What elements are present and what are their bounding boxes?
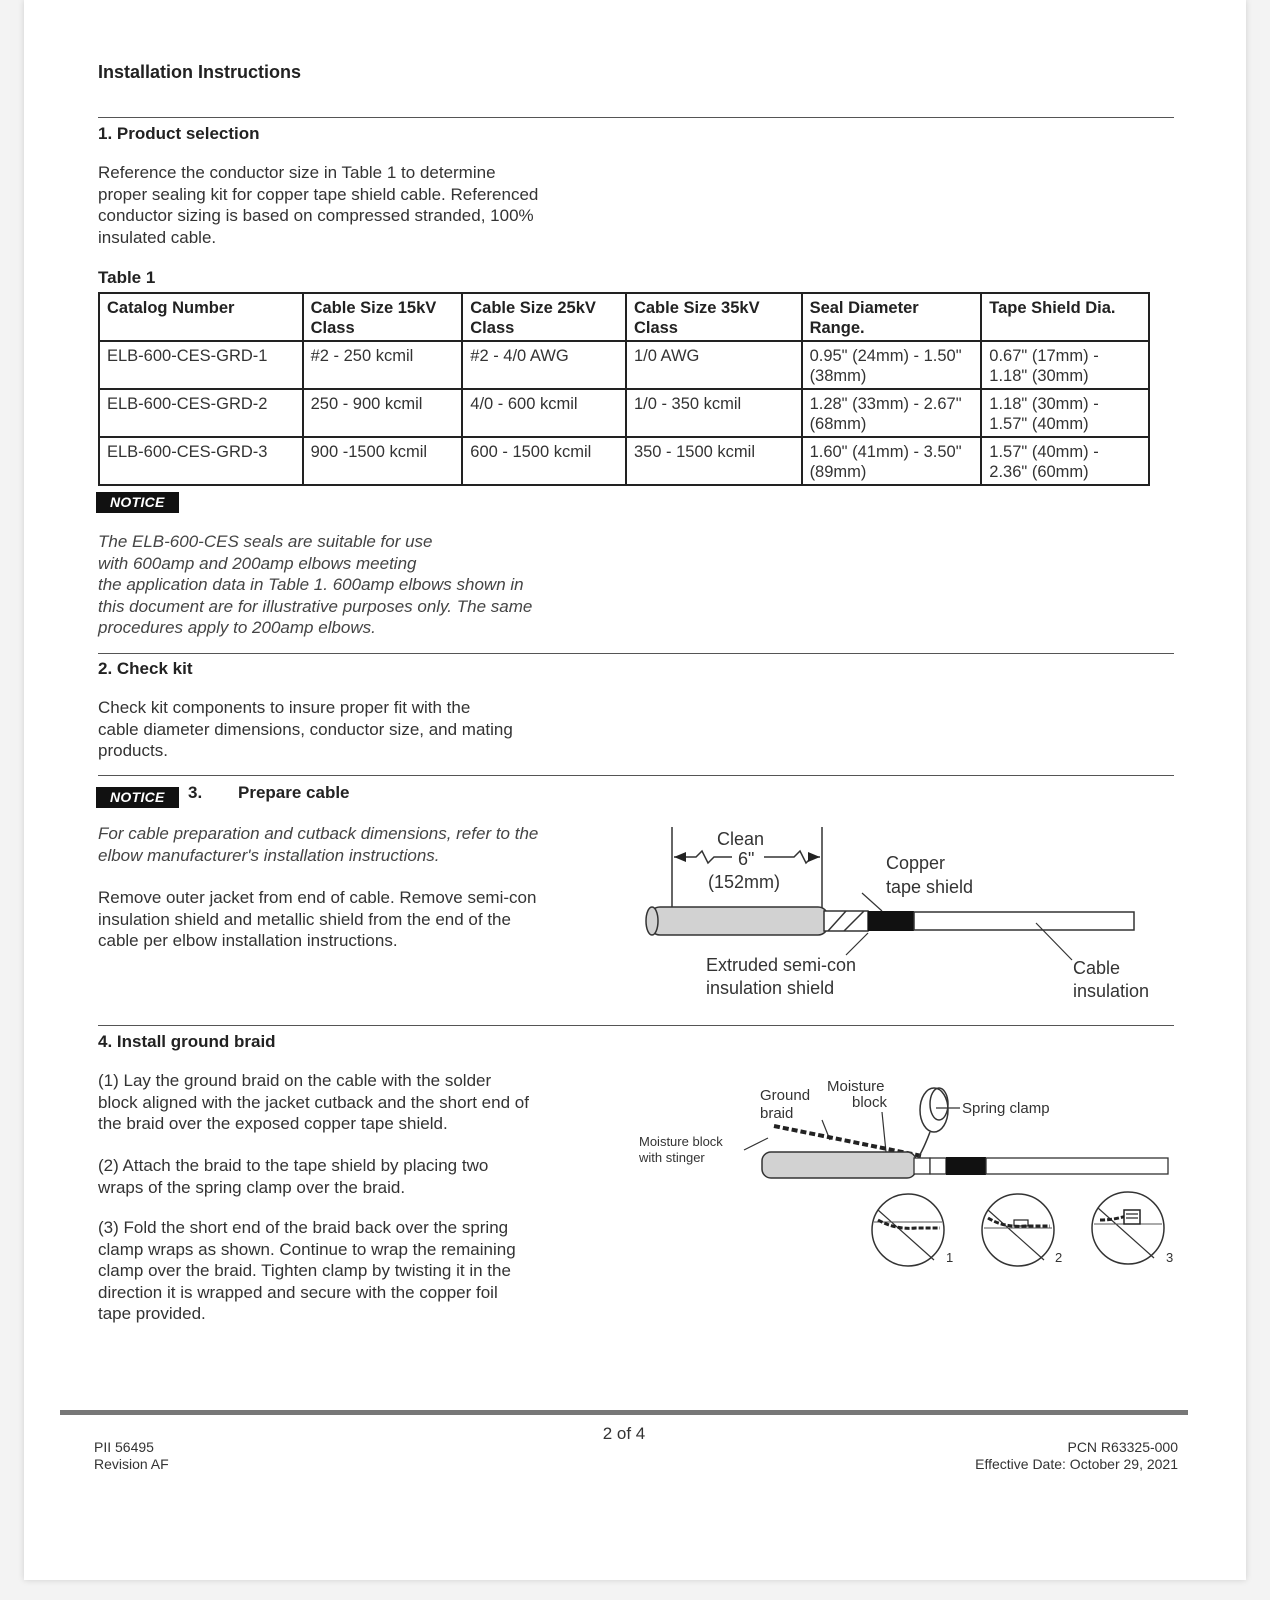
cable-jacket: [650, 907, 828, 935]
column-header: Cable Size 15kV Class: [303, 293, 463, 341]
tape-wrap: [930, 1158, 946, 1174]
text-line: Reference the conductor size in Table 1 to determine: [98, 163, 496, 182]
detail-circle-2: [982, 1194, 1062, 1266]
stinger-label-line2: with stinger: [639, 1150, 705, 1165]
table-cell: 1.57" (40mm) - 2.36" (60mm): [981, 437, 1149, 485]
text-line: proper sealing kit for copper tape shield cable. Referenced: [98, 184, 539, 204]
section-3-paragraph: [98, 887, 628, 952]
section-1-heading: 1. Product selection: [98, 124, 260, 143]
divider: [98, 775, 1174, 776]
table-row: [99, 389, 1149, 437]
table-cell: 1/0 AWG: [626, 341, 802, 389]
step-3-text: [98, 1217, 628, 1325]
text-line: Check kit components to insure proper fit with the: [98, 698, 471, 717]
copper-label-line2: tape shield: [886, 877, 974, 897]
spring-clamp-coil: [930, 1088, 948, 1120]
detail-circle: [982, 1194, 1054, 1266]
detail-number: 3: [1166, 1250, 1174, 1265]
table-cell: 0.67" (17mm) - 1.18" (30mm): [981, 341, 1149, 389]
document-number: PII 56495: [94, 1439, 154, 1455]
leader-line: [862, 893, 882, 911]
column-header: Seal Diameter Range.: [802, 293, 982, 341]
text-line: clamp over the braid. Tighten clamp by twisting it in the: [98, 1261, 511, 1280]
column-header: Catalog Number: [99, 293, 303, 341]
table-1: [98, 292, 1150, 486]
spring-clamp-wire: [918, 1132, 930, 1158]
table-caption: Table 1: [98, 268, 156, 287]
moisture-block-label-line2: block: [852, 1094, 888, 1111]
effective-date: Effective Date: October 29, 2021: [975, 1456, 1178, 1472]
cable-end: [646, 907, 658, 935]
copper-tape-shield: [868, 911, 914, 931]
column-header: Tape Shield Dia.: [981, 293, 1149, 341]
table-cell: ELB-600-CES-GRD-2: [99, 389, 303, 437]
leader-line: [744, 1138, 768, 1150]
detail-clamp: [1124, 1210, 1140, 1224]
extruded-label-line2: insulation shield: [706, 978, 835, 998]
detail-circle-3: [1092, 1192, 1173, 1265]
page-number: 2 of 4: [602, 1424, 646, 1443]
table-row: [99, 437, 1149, 485]
leader-line: [846, 933, 868, 955]
detail-circle: [1092, 1192, 1164, 1264]
text-line: products.: [98, 741, 168, 760]
text-line: tape provided.: [98, 1304, 206, 1323]
document-page: [24, 0, 1246, 1580]
ground-braid-label-line2: braid: [760, 1105, 794, 1122]
column-header: Cable Size 25kV Class: [462, 293, 626, 341]
notice-text: [98, 531, 658, 639]
table-cell: 1/0 - 350 kcmil: [626, 389, 802, 437]
cable-preparation-diagram: [624, 815, 1184, 1010]
ground-braid-diagram: [634, 1070, 1194, 1280]
arrow-right-icon: [808, 852, 820, 862]
text-line: procedures apply to 200amp elbows.: [98, 618, 376, 637]
text-line: block aligned with the jacket cutback and the short end of: [98, 1092, 529, 1112]
table-cell: ELB-600-CES-GRD-1: [99, 341, 303, 389]
cable-insulation-label-line2: insulation: [1073, 981, 1150, 1001]
text-line: this document are for illustrative purposes only. The same: [98, 596, 533, 616]
divider: [98, 653, 1174, 654]
text-line: For cable preparation and cutback dimensions, refer to the: [98, 824, 539, 843]
cable-insulation-label-line1: Cable: [1073, 958, 1121, 978]
table-cell: #2 - 4/0 AWG: [462, 341, 626, 389]
text-line: the application data in Table 1. 600amp elbows shown in: [98, 575, 524, 594]
text-line: insulated cable.: [98, 227, 217, 247]
footer-right: [975, 1439, 1178, 1473]
table-cell: 0.95" (24mm) - 1.50" (38mm): [802, 341, 982, 389]
text-line: (1) Lay the ground braid on the cable with the solder: [98, 1071, 492, 1090]
detail-number: 1: [946, 1250, 954, 1265]
table-cell: 250 - 900 kcmil: [303, 389, 463, 437]
ground-braid-label-line1: Ground: [760, 1087, 811, 1104]
divider: [98, 1025, 1174, 1026]
pcn-number: PCN R63325-000: [1067, 1439, 1178, 1455]
moisture-block: [914, 1158, 930, 1174]
text-line: cable per elbow installation instructions.: [98, 931, 398, 950]
clean-label: Clean: [717, 829, 765, 849]
table-header-row: [99, 293, 1149, 341]
table-cell: #2 - 250 kcmil: [303, 341, 463, 389]
copper-label-line1: Copper: [886, 853, 946, 873]
text-line: (2) Attach the braid to the tape shield by placing two: [98, 1156, 489, 1175]
cable-jacket: [762, 1152, 916, 1178]
table-cell: 900 -1500 kcmil: [303, 437, 463, 485]
text-line: Remove outer jacket from end of cable. Remove semi-con: [98, 888, 537, 907]
table-cell: 600 - 1500 kcmil: [462, 437, 626, 485]
notice-badge: NOTICE: [96, 787, 179, 808]
text-line: (3) Fold the short end of the braid back over the spring: [98, 1218, 509, 1237]
page-title: Installation Instructions: [98, 62, 302, 82]
cable-insulation: [986, 1158, 1168, 1174]
text-line: with 600amp and 200amp elbows meeting: [98, 553, 417, 573]
text-line: conductor sizing is based on compressed stranded, 100%: [98, 206, 534, 225]
text-line: cable diameter dimensions, conductor size, and mating: [98, 719, 513, 739]
extruded-label-line1: Extruded semi-con: [706, 955, 857, 975]
table-cell: 350 - 1500 kcmil: [626, 437, 802, 485]
text-line: wraps of the spring clamp over the braid.: [98, 1177, 406, 1197]
text-line: the braid over the exposed copper tape shield.: [98, 1114, 448, 1133]
notice-badge: NOTICE: [96, 492, 179, 513]
section-2-paragraph: [98, 697, 628, 762]
text-line: insulation shield and metallic shield from the end of the: [98, 909, 511, 929]
table-cell: 1.60" (41mm) - 3.50" (89mm): [802, 437, 982, 485]
text-line: clamp wraps as shown. Continue to wrap the remaining: [98, 1239, 516, 1259]
cable-insulation: [914, 912, 1134, 930]
footer-rule: [60, 1410, 1188, 1415]
detail-circle-1: [872, 1194, 953, 1266]
step-2-text: [98, 1155, 628, 1198]
table-cell: 1.28" (33mm) - 2.67" (68mm): [802, 389, 982, 437]
section-4-heading: 4. Install ground braid: [98, 1032, 276, 1051]
footer-left: [94, 1439, 169, 1473]
divider: [98, 117, 1174, 118]
table-cell: 4/0 - 600 kcmil: [462, 389, 626, 437]
section-3-heading: Prepare cable: [238, 783, 350, 802]
detail-number: 2: [1055, 1250, 1063, 1265]
text-line: The ELB-600-CES seals are suitable for use: [98, 532, 433, 551]
spring-clamp-label: Spring clamp: [962, 1100, 1050, 1117]
dimension-inches: 6": [738, 849, 755, 869]
column-header: Cable Size 35kV Class: [626, 293, 802, 341]
dimension-mm: (152mm): [708, 872, 781, 892]
moisture-block-label-line1: Moisture: [827, 1078, 885, 1095]
section-2-heading: 2. Check kit: [98, 659, 193, 678]
step-1-text: [98, 1070, 628, 1135]
arrow-left-icon: [674, 852, 686, 862]
text-line: direction it is wrapped and secure with the copper foil: [98, 1282, 498, 1302]
revision: Revision AF: [94, 1456, 169, 1472]
stinger-label-line1: Moisture block: [639, 1134, 723, 1149]
table-cell: 1.18" (30mm) - 1.57" (40mm): [981, 389, 1149, 437]
spring-clamp: [920, 1088, 948, 1132]
copper-tape-shield: [946, 1157, 986, 1175]
text-line: elbow manufacturer's installation instructions.: [98, 845, 440, 865]
section-3-number: 3.: [188, 783, 203, 802]
table-cell: ELB-600-CES-GRD-3: [99, 437, 303, 485]
table-row: [99, 341, 1149, 389]
section-3-notice-text: [98, 823, 638, 866]
detail-circle: [872, 1194, 944, 1266]
section-1-paragraph: [98, 162, 628, 248]
